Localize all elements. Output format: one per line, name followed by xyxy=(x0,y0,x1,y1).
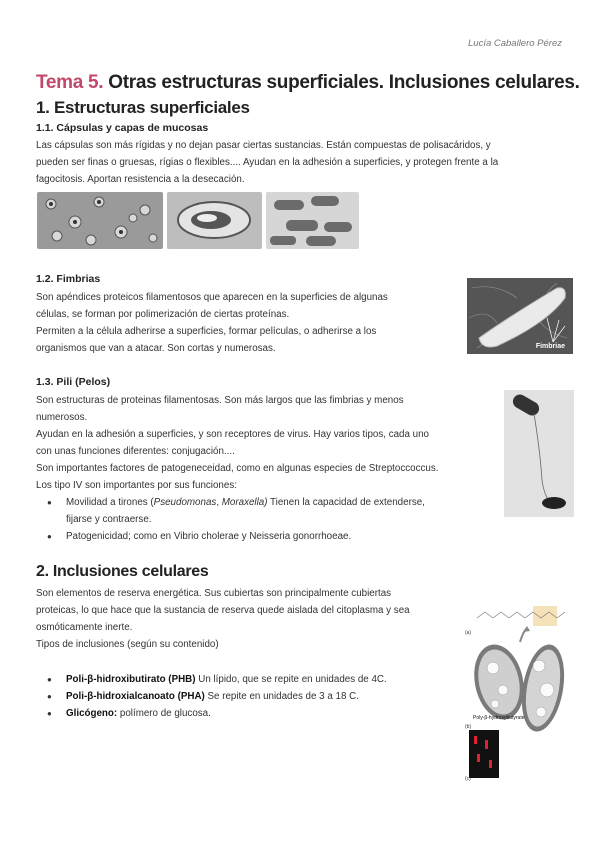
inclusiones-line: Son elementos de reserva energética. Sus cubiertas son principalmente cubiertas xyxy=(36,588,392,599)
pili-line: numerosos. xyxy=(36,412,88,423)
inclusion-bullet xyxy=(36,705,464,722)
inclusiones-line: Tipos de inclusiones (según su contenido) xyxy=(36,639,219,650)
pili-bullet-list xyxy=(36,494,499,545)
pili-line: con unas funciones diferentes: conjugación.... xyxy=(36,446,235,457)
capsulas-line: Las cápsulas son más rígidas y no dejan pasar ciertas sustancias. Están compuestas de polisacáridos, y xyxy=(36,140,491,151)
fimbriae-label: Fimbriae xyxy=(535,343,565,350)
fimbrias-line: Permiten a la célula adherirse a superficies, formar películas, o adherirse a los xyxy=(36,326,377,337)
figure-label-a: (a) xyxy=(465,630,472,636)
capsule-micrograph-1 xyxy=(37,192,163,249)
pili-bullet xyxy=(36,528,499,545)
inclusiones-paragraph xyxy=(36,585,464,653)
capsule-micrograph-2 xyxy=(167,192,262,249)
pili-bullet xyxy=(36,494,499,528)
inclusiones-line: proteicas, lo que hace que la sustancia de reserva quede aislada del citoplasma y sea xyxy=(36,605,410,616)
inclusion-figure xyxy=(465,600,575,788)
inclusion-bullet xyxy=(36,671,464,688)
pili-line: Ayudan en la adhesión a superficies, y son receptores de virus. Hay varios tipos, cada uno xyxy=(36,429,430,440)
bullet-text: polímero de glucosa. xyxy=(117,708,211,719)
section2-heading: 2. Inclusiones celulares xyxy=(36,563,209,580)
figure-label-c: (c) xyxy=(465,776,471,782)
page-title xyxy=(36,72,580,94)
inclusion-bullet xyxy=(36,688,464,705)
fimbriae-micrograph xyxy=(467,278,573,354)
bullet-bold: Glicógeno: xyxy=(66,708,118,719)
pili-line: Son importantes factores de patogeneceidad, como en algunas especies de Streptoccoccus. xyxy=(36,463,439,474)
bullet-text: Se repite en unidades de 3 a 18 C. xyxy=(204,691,359,702)
title-text: Otras estructuras superficiales. Inclusiones celulares. xyxy=(108,72,580,93)
fimbrias-paragraph xyxy=(36,289,462,357)
inclusiones-line: osmóticamente inerte. xyxy=(36,622,133,633)
bullet-text: , xyxy=(216,497,222,508)
bullet-text: Movilidad a tirones ( xyxy=(66,497,154,508)
section1-heading: 1. Estructuras superficiales xyxy=(36,98,250,117)
bullet-bold: Poli-β-hidroxialcanoato (PHA) xyxy=(66,691,205,702)
title-number: Tema 5. xyxy=(36,72,104,93)
inclusion-figure-drawing xyxy=(465,600,575,788)
pili-line: Los tipo IV son importantes por sus funciones: xyxy=(36,480,237,491)
bullet-text: Patogenicidad; como en Vibrio cholerae y Neisseria gonorrhoeae. xyxy=(66,531,352,542)
author-name: Lucía Caballero Pérez xyxy=(468,38,562,49)
bullet-text: fijarse y contraerse. xyxy=(66,514,152,525)
capsulas-line: fagocitosis. Aportan resistencia a la desecación. xyxy=(36,174,245,185)
figure-granule-label: Poly-β-hydroxybutyrate xyxy=(473,715,525,721)
capsule-micrograph-3 xyxy=(266,192,359,249)
capsulas-line: pueden ser finas o gruesas, rígias o flexibles.... Ayudan en la adhesión a superficies, y protegen frente a la xyxy=(36,157,499,168)
bullet-text: Tienen la capacidad de extenderse, xyxy=(267,497,425,508)
capsulas-heading: 1.1. Cápsulas y capas de mucosas xyxy=(36,122,209,134)
pili-line: Son estructuras de proteinas filamentosas. Son más largos que las fimbrias y menos xyxy=(36,395,404,406)
fimbrias-heading: 1.2. Fimbrias xyxy=(36,273,101,285)
capsulas-paragraph xyxy=(36,137,563,188)
fimbrias-line: células, se forman por polimerización de ciertas proteínas. xyxy=(36,309,290,320)
inclusiones-bullet-list xyxy=(36,671,464,722)
pili-paragraph xyxy=(36,392,499,494)
pili-heading: 1.3. Pili (Pelos) xyxy=(36,376,111,388)
fimbrias-line: organismos que van a atacar. Son cortas y numerosas. xyxy=(36,343,276,354)
bullet-text: Un lípido, que se repite en unidades de 4C. xyxy=(195,674,387,685)
bullet-italic: Pseudomonas xyxy=(153,497,217,508)
pili-micrograph xyxy=(504,390,574,517)
bullet-bold: Poli-β-hidroxibutirato (PHB) xyxy=(66,674,196,685)
bullet-italic: Moraxella) xyxy=(221,497,268,508)
fimbrias-line: Son apéndices proteicos filamentosos que aparecen en la superficies de algunas xyxy=(36,292,388,303)
figure-label-b: (b) xyxy=(465,724,472,730)
